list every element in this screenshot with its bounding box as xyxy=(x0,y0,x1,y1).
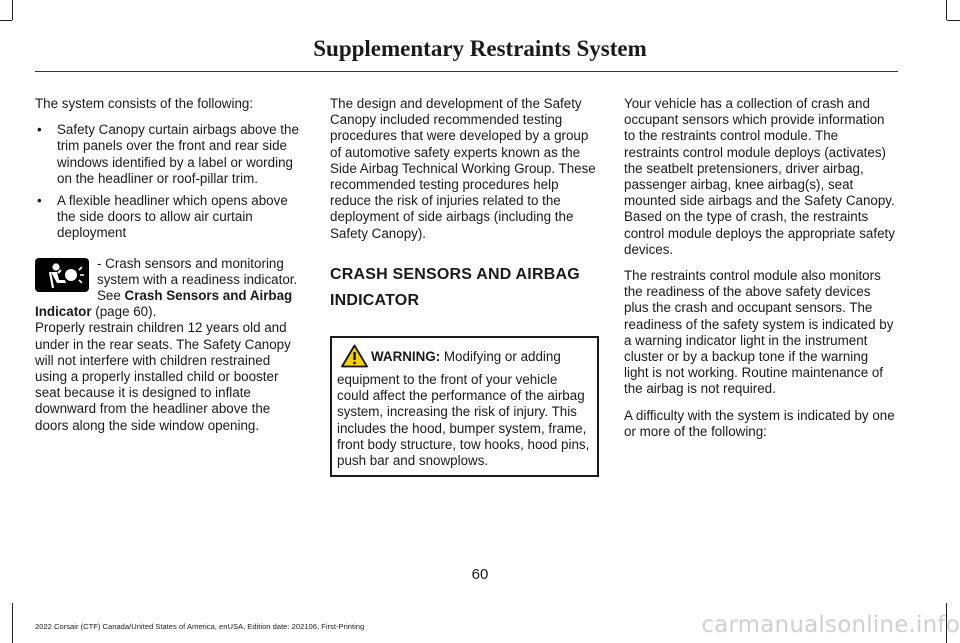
bullet-icon: • xyxy=(37,193,42,209)
monitoring-paragraph: The restraints control module also monitors the readiness of the above safety devices plus the crash and occupant sensors. The readiness of the safety system is indicated by a warning indicator light in the instrument cluster or by a backup tone if the warning light is not working. Routine maintenance of the airbag is not required. xyxy=(624,268,894,397)
design-paragraph: The design and development of the Safety Canopy included recommended testing procedures that were developed by a group of automotive safety experts known as the Side Airbag Technical Working Group. These recommended testing procedures help reduce the risk of injuries related to the deployment of side airbags (including the Safety Canopy). xyxy=(330,96,596,241)
difficulty-paragraph: A difficulty with the system is indicated by one or more of the following: xyxy=(624,407,895,439)
crop-mark-top-right-h xyxy=(947,20,960,21)
section-heading: CRASH SENSORS AND AIRBAG INDICATOR xyxy=(330,265,580,309)
intro-text: The system consists of the following: xyxy=(35,96,254,111)
list-item-text: Safety Canopy curtain airbags above the trim panels over the front and rear side windows identified by a label or wording on the headliner or roof-pillar trim. xyxy=(57,122,299,186)
airbag-indicator-link[interactable]: Crash Sensors and Airbag Indicator xyxy=(35,288,293,320)
crop-mark-bottom-left xyxy=(12,603,13,643)
crop-mark-top-right xyxy=(946,0,947,20)
airbag-indicator-text: - Crash sensors and monitoring system with a readiness indicator. See xyxy=(97,255,298,304)
column-2 xyxy=(330,96,599,477)
warning-box xyxy=(330,336,599,477)
child-restraint-paragraph: Properly restrain children 12 years old and under in the rear seats. The Safety Canopy will not interfere with children restrained using a properly installed child or booster seat because it is designed to inflate downward from the headliner above the doors along the side window opening. xyxy=(35,320,291,433)
sensors-paragraph: Your vehicle has a collection of crash and occupant sensors which provide information to the restraints control module. The restraints control module deploys (activates) the seatbelt pretensioners, driver airbag, passenger airbag, knee airbag(s), seat mounted side airbags and the Safety Canopy. Based on the type of crash, the restraints control module deploys the appropriate safety devices. xyxy=(624,96,895,257)
page-title: Supplementary Restraints System xyxy=(313,36,647,61)
crop-mark-top-left xyxy=(12,0,13,20)
airbag-indicator-row xyxy=(35,256,305,321)
warning-text: Modifying or adding equipment to the front of your vehicle could affect the performance of the airbag system, increasing the risk of injury. This includes the hood, bumper system, frame, front body structure, tow hooks, hood pins, push bar and snowplows. xyxy=(337,348,590,469)
list-item xyxy=(35,193,305,242)
component-list xyxy=(35,122,305,241)
warning-label: WARNING: xyxy=(371,348,441,364)
airbag-warning-icon xyxy=(35,258,89,292)
crop-mark-top-left-h xyxy=(0,20,12,21)
airbag-indicator-page: (page 60). xyxy=(91,304,157,320)
warning-triangle-icon xyxy=(341,344,368,372)
column-1 xyxy=(35,96,305,444)
header-rule xyxy=(35,71,898,72)
footer-edition-info: 2022 Corsair (CTF) Canada/United States of America, enUSA, Edition date: 202106, First-Printing xyxy=(35,622,365,631)
watermark: carmanualsonline.info xyxy=(701,612,960,638)
page-number: 60 xyxy=(471,566,489,583)
list-item-text: A flexible headliner which opens above the side doors to allow air curtain deployment xyxy=(57,193,288,241)
list-item xyxy=(35,122,305,187)
bullet-icon: • xyxy=(37,122,42,138)
column-3 xyxy=(624,96,896,450)
